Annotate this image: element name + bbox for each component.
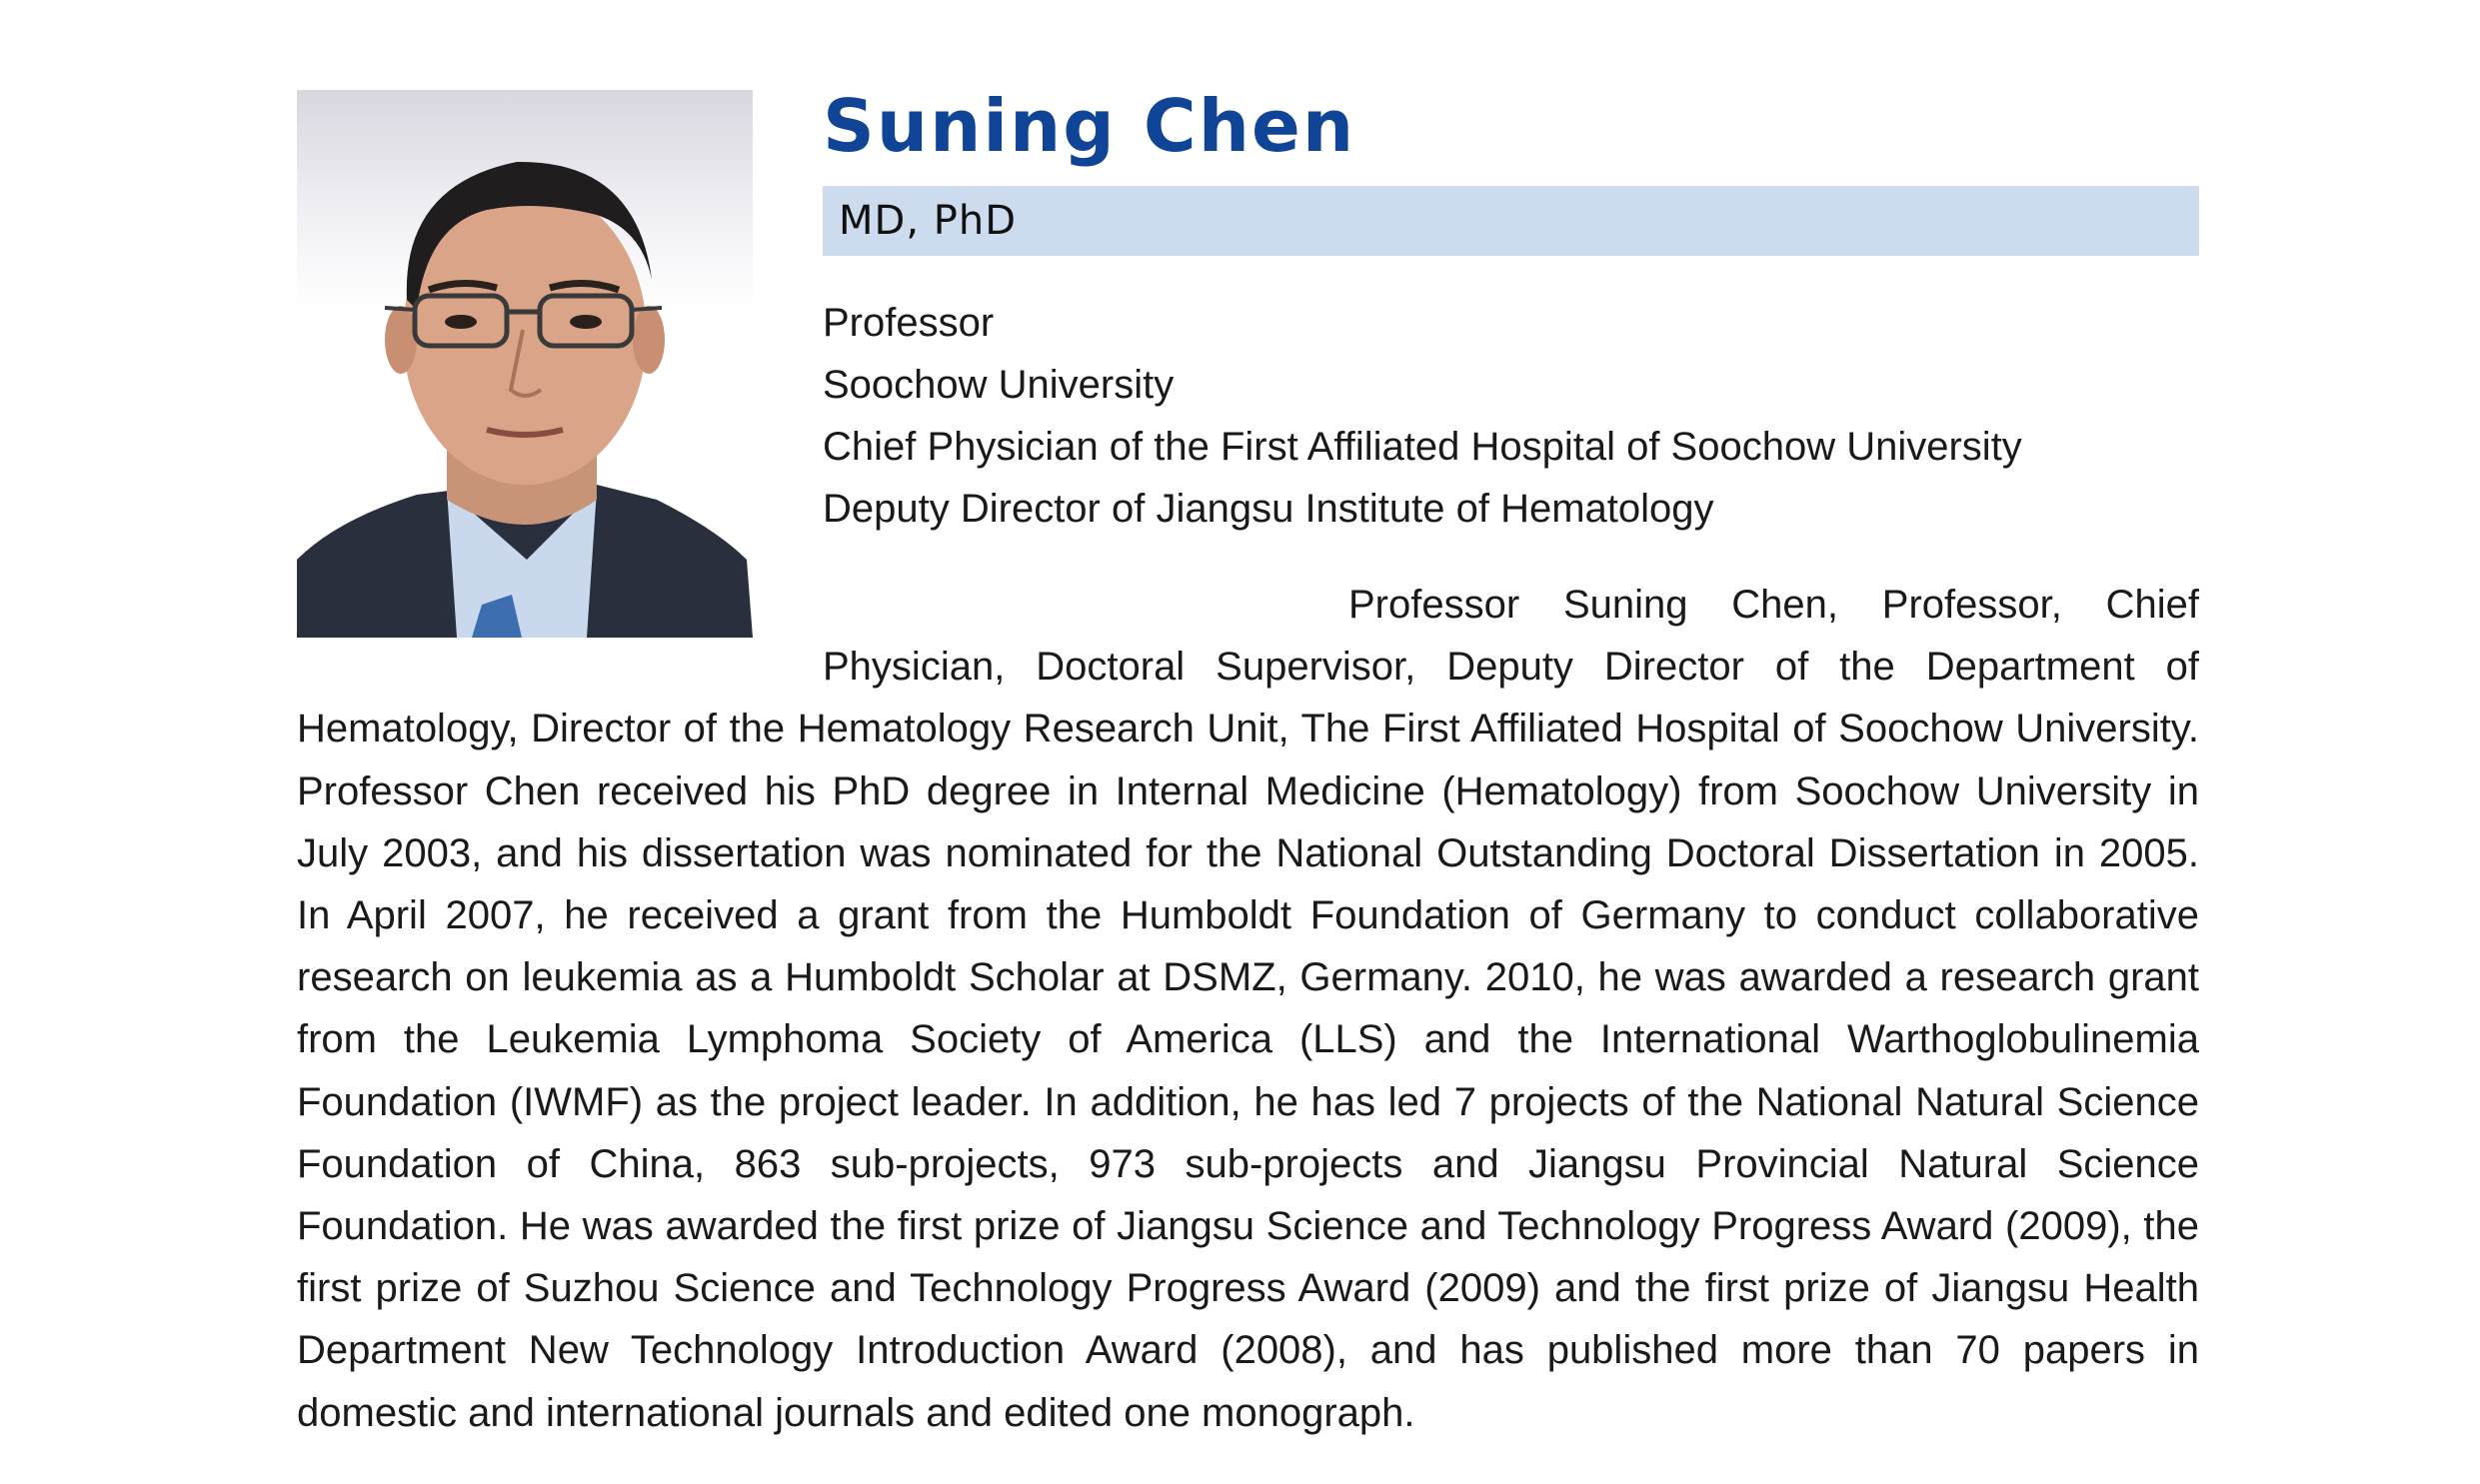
person-name: Suning Chen bbox=[823, 84, 1356, 168]
positions-list bbox=[823, 292, 2199, 540]
portrait-photo bbox=[297, 90, 753, 638]
position-institute: Deputy Director of Jiangsu Institute of Hematology bbox=[823, 487, 1714, 531]
position-institution: Soochow University bbox=[823, 363, 1175, 407]
degree-banner: MD, PhD bbox=[823, 186, 2199, 256]
profile-page bbox=[297, 84, 2199, 1484]
position-hospital: Chief Physician of the First Affiliated Hospital of Soochow University bbox=[823, 425, 2022, 469]
position-title: Professor bbox=[823, 301, 995, 345]
header-block bbox=[823, 84, 2199, 186]
portrait-image bbox=[297, 90, 753, 638]
biography-paragraph: Professor Suning Chen, Professor, Chief Physician, Doctoral Supervisor, Deputy Director of the Department of Hematology, Director of the Hematology Research Unit, The First Affiliated Hospital of Soochow University. Professor Chen received his PhD degree in Internal Medicine (Hematology) from Soochow University in July 2003, and his dissertation was nominated for the National Outstanding Doctoral Dissertation in 2005. In April 2007, he received a grant from the Humboldt Foundation of Germany to conduct collaborative research on leukemia as a Humboldt Scholar at DSMZ, Germany. 2010, he was awarded a research grant from the Leukemia Lymphoma Society of America (LLS) and the International Warthoglobulinemia Foundation (IWMF) as the project leader. In addition, he has led 7 projects of the National Natural Science Foundation of China, 863 sub-projects, 973 sub-projects and Jiangsu Provincial Natural Science Foundation. He was awarded the first prize of Jiangsu Science and Technology Progress Award (2009), the first prize of Suzhou Science and Technology Progress Award (2009) and the first prize of Jiangsu Health Department New Technology Introduction Award (2008), and has published more than 70 papers in domestic and international journals and edited one monograph. bbox=[297, 583, 2199, 1435]
